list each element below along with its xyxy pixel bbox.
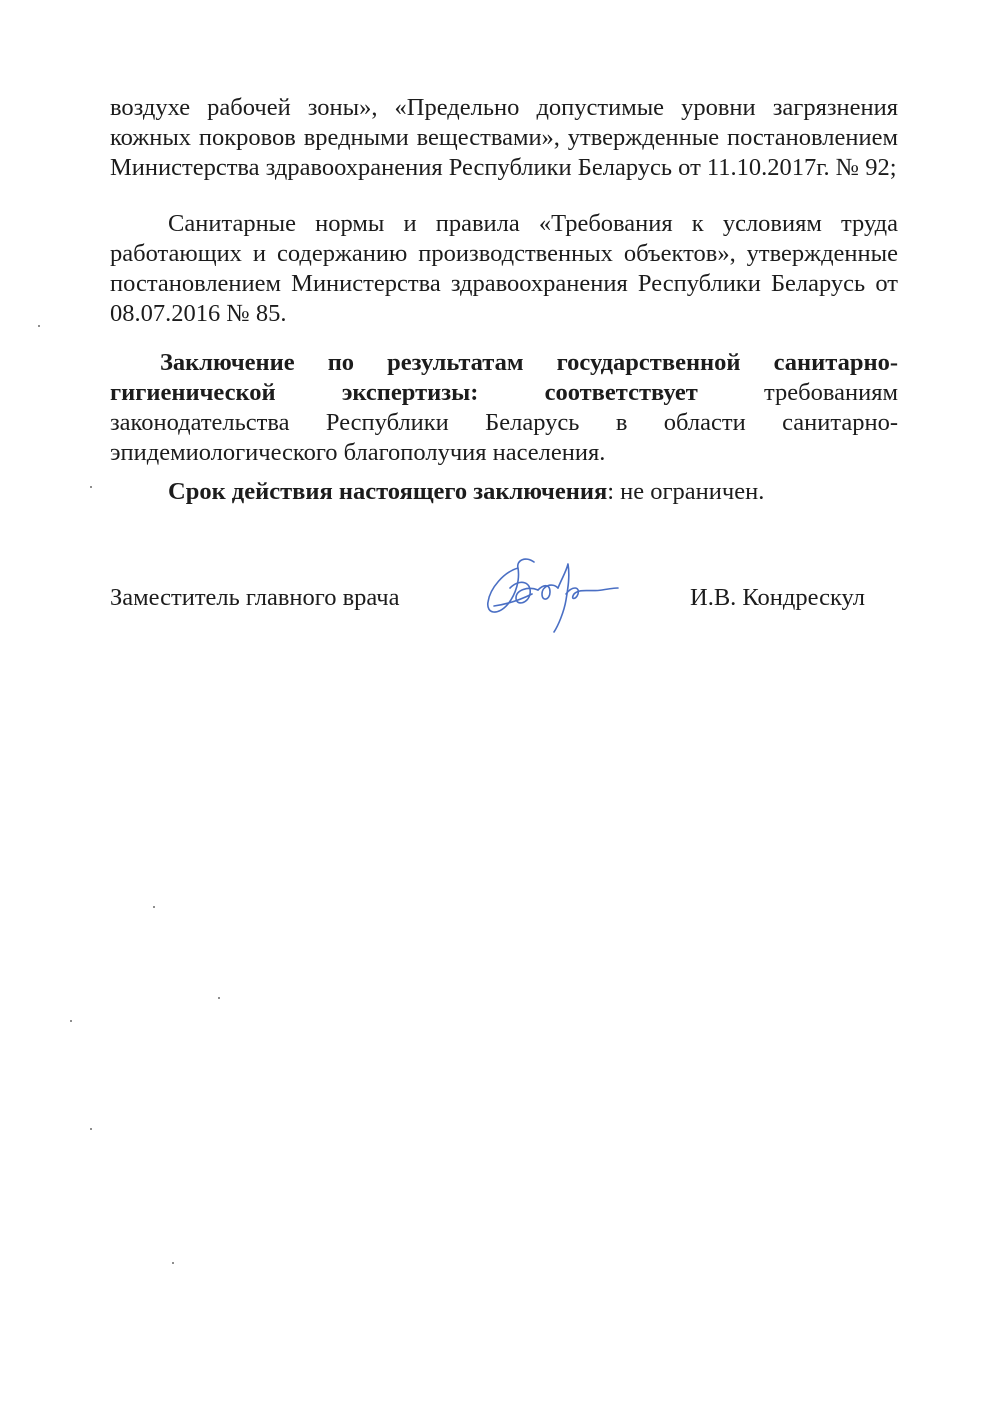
scan-speck bbox=[172, 1262, 174, 1264]
validity-rest: : не ограничен. bbox=[607, 478, 765, 505]
scan-speck bbox=[90, 486, 92, 488]
signatory-role: Заместитель главного врача bbox=[110, 584, 400, 611]
conclusion-rest: требованиям законодательства Республики Беларусь в области санитарно-эпидемиологического благополучия населения. bbox=[110, 379, 898, 466]
paragraph-conclusion bbox=[110, 348, 898, 468]
scan-speck bbox=[70, 1020, 72, 1022]
paragraph-sanitary-rules: Санитарные нормы и правила «Требования к условиям труда работающих и содержанию производственных объектов», утвержденные постановлением Министерства здравоохранения Республики Беларусь от 08.07.2016 № 85. bbox=[110, 210, 898, 327]
scan-speck bbox=[38, 325, 40, 327]
signatory-name: И.В. Кондрескул bbox=[690, 584, 865, 611]
scan-speck bbox=[153, 906, 155, 908]
scan-speck bbox=[218, 997, 220, 999]
handwritten-signature bbox=[480, 548, 620, 633]
validity-bold-lead: Срок действия настоящего заключения bbox=[168, 478, 608, 505]
scan-speck bbox=[90, 1128, 92, 1130]
paragraph-validity bbox=[110, 477, 898, 507]
paragraph-hygiene-norms: воздухе рабочей зоны», «Предельно допустимые уровни загрязнения кожных покровов вредными веществами», утвержденные постановлением Министерства здравоохранения Республики Беларусь от 11.10.2017г. № 92; bbox=[110, 94, 898, 181]
conclusion-bold-lead: Заключение по результатам государственной санитарно-гигиенической экспертизы: соответствует bbox=[110, 349, 898, 406]
